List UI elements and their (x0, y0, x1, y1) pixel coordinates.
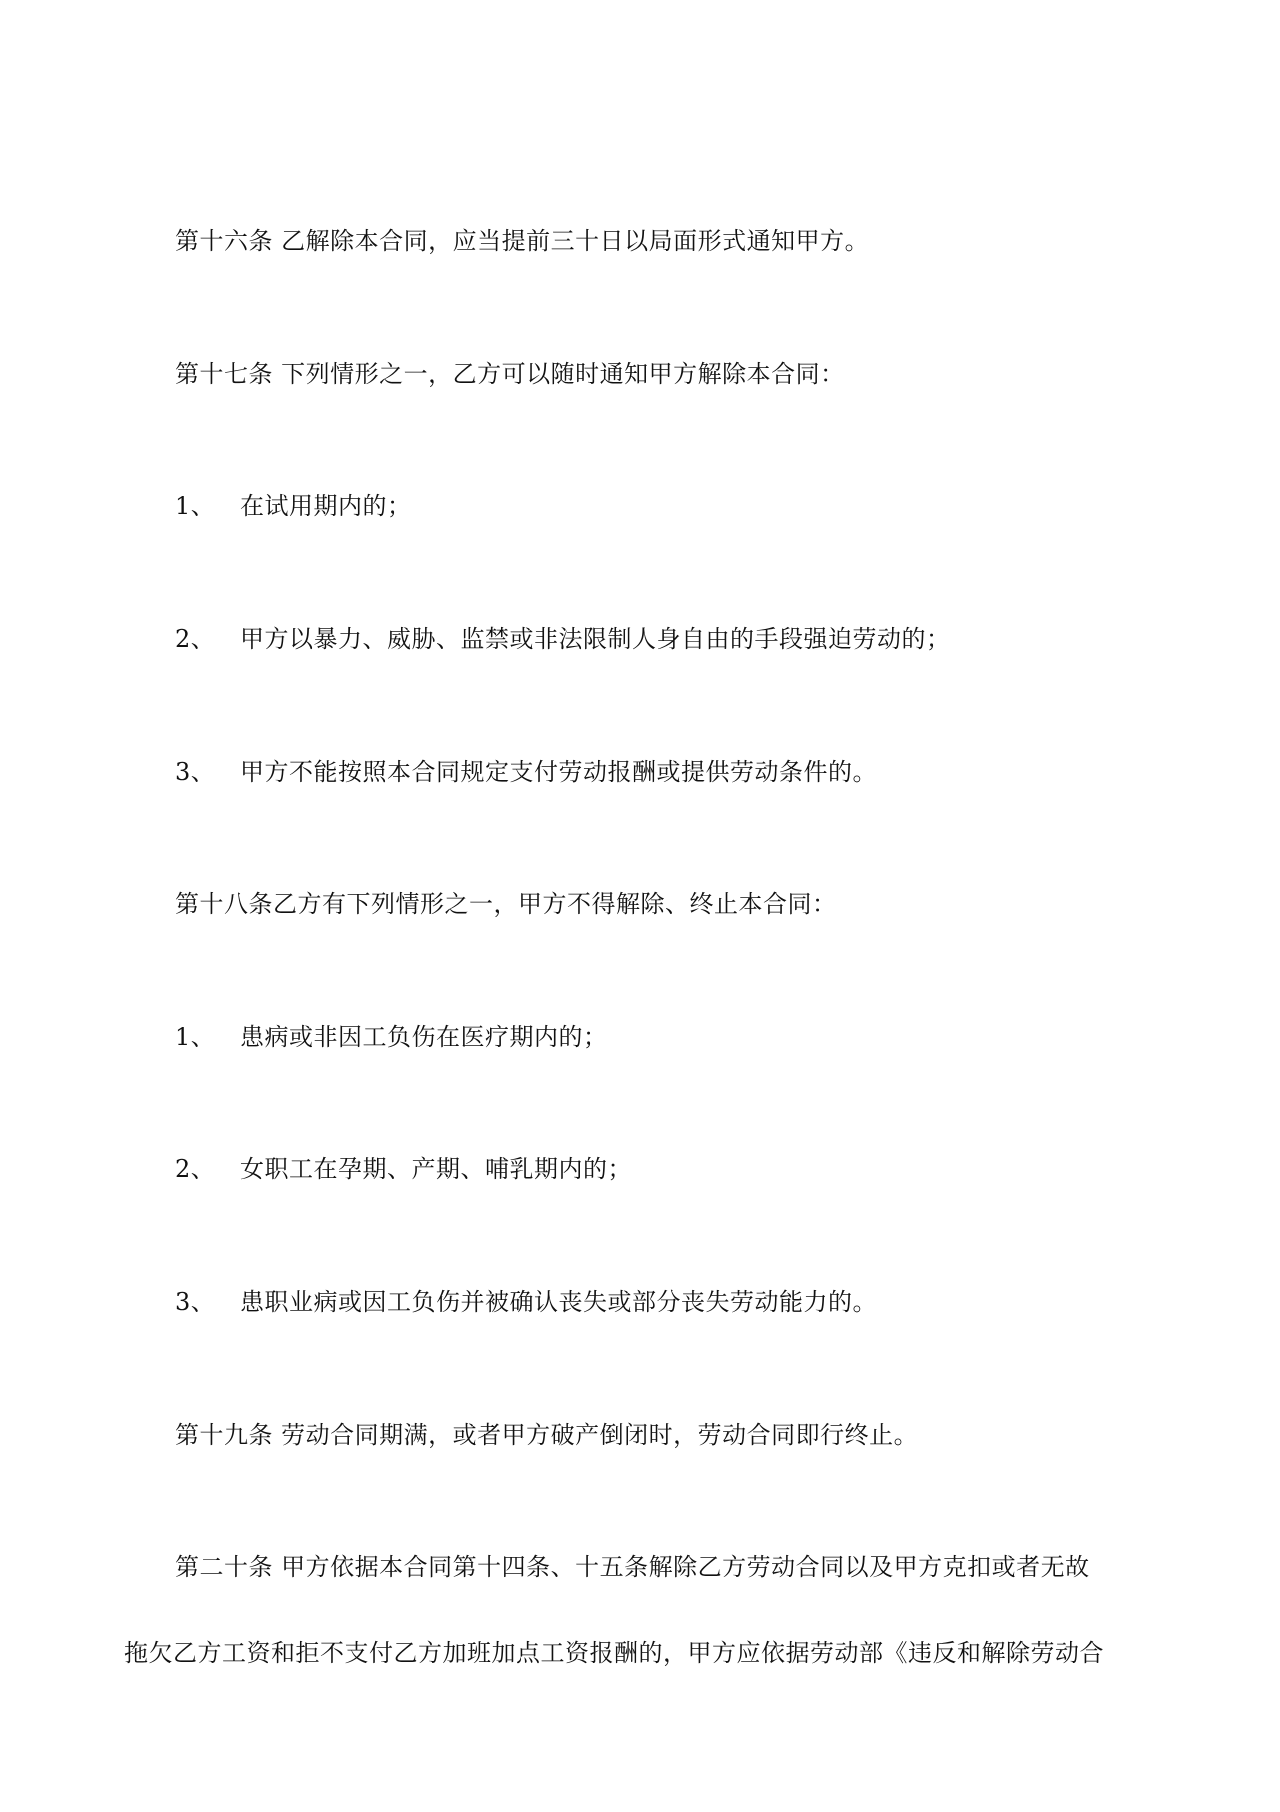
article-18-heading: 第十八条乙方有下列情形之一，甲方不得解除、终止本合同： (175, 890, 837, 918)
article-17-item-1-number: 1、 (175, 492, 216, 520)
article-18-item-3-number: 3、 (175, 1288, 216, 1316)
article-20-line-1: 第二十条 甲方依据本合同第十四条、十五条解除乙方劳动合同以及甲方克扣或者无故 (175, 1553, 1090, 1581)
article-17-item-3-number: 3、 (175, 758, 216, 786)
article-16-paragraph: 第十六条 乙解除本合同，应当提前三十日以局面形式通知甲方。 (175, 227, 870, 255)
article-20-line-2: 拖欠乙方工资和拒不支付乙方加班加点工资报酬的，甲方应依据劳动部《违反和解除劳动合 (124, 1639, 1104, 1667)
article-17-heading: 第十七条 下列情形之一，乙方可以随时通知甲方解除本合同： (175, 360, 845, 388)
article-17-item-3-text: 甲方不能按照本合同规定支付劳动报酬或提供劳动条件的。 (240, 758, 877, 786)
article-18-item-3-text: 患职业病或因工负伤并被确认丧失或部分丧失劳动能力的。 (240, 1288, 877, 1316)
article-17-item-2-text: 甲方以暴力、威胁、监禁或非法限制人身自由的手段强迫劳动的； (240, 625, 951, 653)
article-18-item-2-number: 2、 (175, 1155, 216, 1183)
article-18-item-2-text: 女职工在孕期、产期、哺乳期内的； (240, 1155, 632, 1183)
article-18-item-1-number: 1、 (175, 1023, 216, 1051)
article-17-item-2-number: 2、 (175, 625, 216, 653)
article-19-paragraph: 第十九条 劳动合同期满，或者甲方破产倒闭时，劳动合同即行终止。 (175, 1421, 919, 1449)
article-17-item-1-text: 在试用期内的； (240, 492, 412, 520)
article-18-item-1-text: 患病或非因工负伤在医疗期内的； (240, 1023, 608, 1051)
